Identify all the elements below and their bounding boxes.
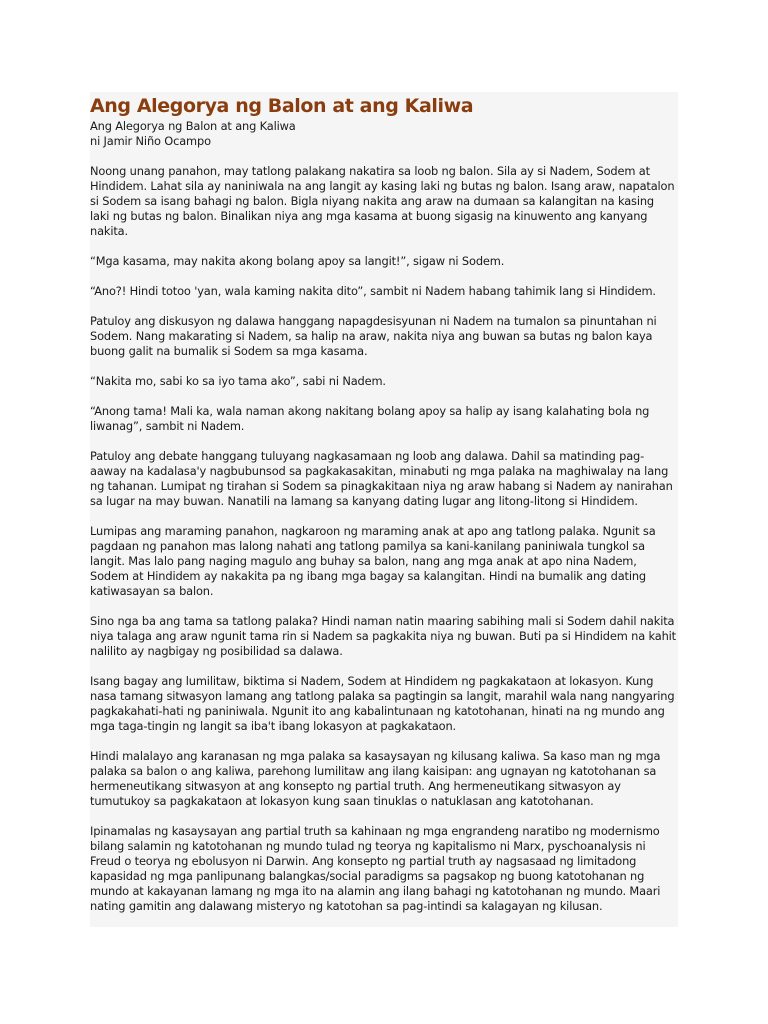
article-body xyxy=(90,92,678,914)
paragraph: Lumipas ang maraming panahon, nagkaroon ng maraming anak at apo ang tatlong palaka. Ngunit sa pagdaan ng panahon mas lalong nahati ang tatlong pamilya sa kani-kanilang paniniwala tungkol sa langit. Mas lalo pang naging magulo ang buhay sa balon, nang ang mga anak at apo nina Nadem, Sodem at Hindidem ay nakakita pa ng ibang mga bagay sa kalangitan. Hindi na bumalik ang dating katiwasayan sa balon. xyxy=(90,524,656,598)
paragraph: Isang bagay ang lumilitaw, biktima si Nadem, Sodem at Hindidem ng pagkakataon at lokasyon. Kung nasa tamang sitwasyon lamang ang tatlong palaka sa pagtingin sa langit, marahil wala nang nangyaring pagkakahati-hati ng paniniwala. Ngunit ito ang kabalintunaan ng katotohanan, hinati na ng mundo ang mga taga-tingin ng langit sa iba't ibang lokasyon at pagkakataon. xyxy=(90,674,675,733)
paragraph: Hindi malalayo ang karanasan ng mga palaka sa kasaysayan ng kilusang kaliwa. Sa kaso man ng mga palaka sa balon o ang kaliwa, parehong lumilitaw ang ilang kaisipan: ang ugnayan ng katotohanan sa hermeneutikang sitwasyon at ang konsepto ng partial truth. Ang hermeneutikang sitwasyon ay tumutukoy sa pagkakataon at lokasyon kung saan tinuklas o natuklasan ang katotohanan. xyxy=(90,749,661,808)
article-subtitle: Ang Alegorya ng Balon at ang Kaliwa xyxy=(90,119,296,133)
paragraph: Noong unang panahon, may tatlong palakang nakatira sa loob ng balon. Sila ay si Nadem, Sodem at Hindidem. Lahat sila ay naniniwala na ang langit ay kasing laki ng butas ng balon. Isang araw, napatalon si Sodem sa isang bahagi ng balon. Bigla niyang nakita ang araw na dumaan sa kalangitan na kasing laki ng butas ng balon. Binalikan niya ang mga kasama at buong sigasig na kinuwento ang kanyang nakita. xyxy=(90,164,675,238)
paragraph: Ipinamalas ng kasaysayan ang partial truth sa kahinaan ng mga engrandeng naratibo ng modernismo bilang salamin ng katotohanan ng mundo tulad ng teorya ng kapitalismo ni Marx, pyschoanalysis ni Freud o teorya ng ebolusyon ni Darwin. Ang konsepto ng partial truth ay nagsasaad ng limitadong kapasidad ng mga panlipunang balangkas/social paradigms sa pagsakop ng buong katotohanan ng mundo at kakayanan lamang ng mga ito na alamin ang ilang bahagi ng katotohanan ng mundo. Maari nating gamitin ang dalawang misteryo ng katotohan sa pag-intindi sa kalagayan ng kilusan. xyxy=(90,824,661,913)
paragraph: Patuloy ang debate hanggang tuluyang nagkasamaan ng loob ang dalawa. Dahil sa matinding pag-aaway na kadalasa'y nagbubunsod sa pagkakasakitan, minabuti ng mga palaka na maghiwalay na lang ng tahanan. Lumipat ng tirahan si Sodem sa pinagkakitaan niya ng araw habang si Nadem ay nanirahan sa lugar na may buwan. Nanatili na lamang sa kanyang dating lugar ang litong-litong si Hindidem. xyxy=(90,449,673,508)
paragraph: “Anong tama! Mali ka, wala naman akong nakitang bolang apoy sa halip ay isang kalahating bola ng liwanag”, sambit ni Nadem. xyxy=(90,404,650,433)
paragraph: Sino nga ba ang tama sa tatlong palaka? Hindi naman natin maaring sabihing mali si Sodem dahil nakita niya talaga ang araw ngunit tama rin si Nadem sa pagkakita niya ng buwan. Buti pa si Hindidem na kahit nalilito ay nagbigay ng posibilidad sa dalawa. xyxy=(90,614,676,658)
paragraph: “Ano?! Hindi totoo 'yan, wala kaming nakita dito”, sambit ni Nadem habang tahimik lang si Hindidem. xyxy=(90,284,656,298)
article-author: ni Jamir Niño Ocampo xyxy=(90,134,211,148)
article-meta xyxy=(90,119,676,149)
document-page xyxy=(90,92,678,927)
paragraph: “Mga kasama, may nakita akong bolang apoy sa langit!”, sigaw ni Sodem. xyxy=(90,254,505,268)
article-title: Ang Alegorya ng Balon at ang Kaliwa xyxy=(90,95,474,117)
paragraph: “Nakita mo, sabi ko sa iyo tama ako”, sabi ni Nadem. xyxy=(90,374,386,388)
paragraph: Patuloy ang diskusyon ng dalawa hanggang napagdesisyunan ni Nadem na tumalon sa pinuntahan ni Sodem. Nang makarating si Nadem, sa halip na araw, nakita niya ang buwan sa butas ng balon kaya buong galit na bumalik si Sodem sa mga kasama. xyxy=(90,314,657,358)
